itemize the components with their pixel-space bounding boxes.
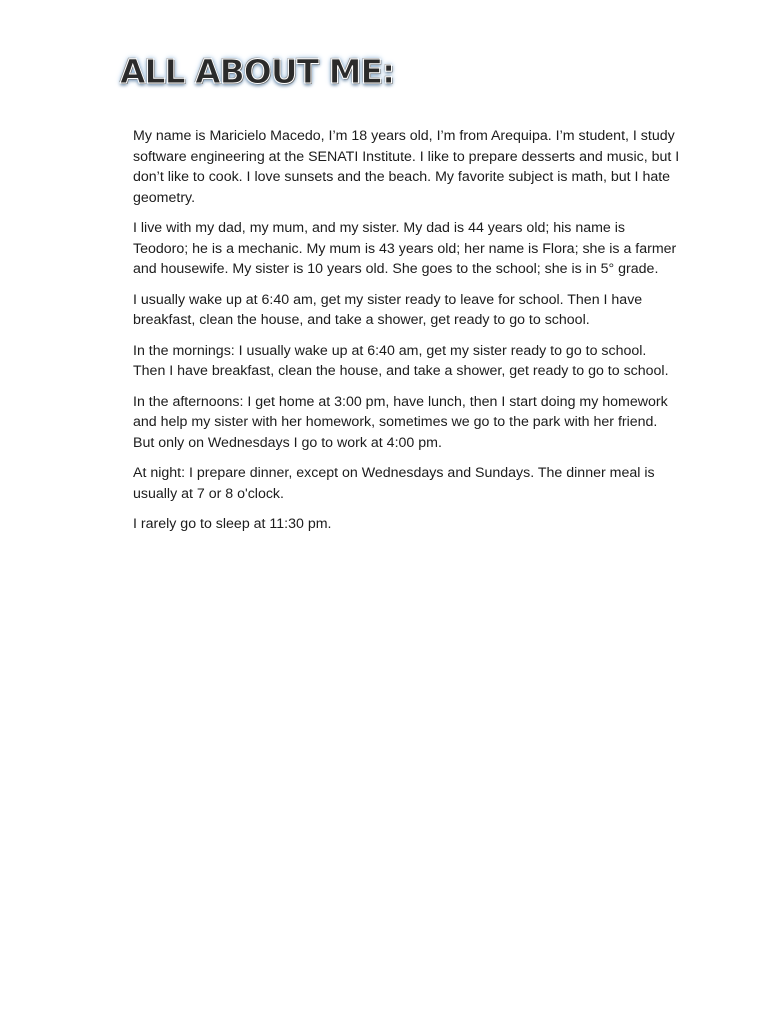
- paragraph-sleep: I rarely go to sleep at 11:30 pm.: [133, 516, 332, 532]
- paragraph-routine: I usually wake up at 6:40 am, get my sister ready to leave for school. Then I have breakfast, clean the house, and take a shower, get ready to go to school.: [133, 291, 643, 328]
- document-body: [133, 126, 681, 545]
- paragraph-night: At night: I prepare dinner, except on Wednesdays and Sundays. The dinner meal is usually at 7 or 8 o'clock.: [133, 465, 655, 502]
- paragraph-mornings: In the mornings: I usually wake up at 6:40 am, get my sister ready to go to school. Then I have breakfast, clean the house, and take a shower, get ready to go to school.: [133, 342, 669, 379]
- paragraph-afternoons: In the afternoons: I get home at 3:00 pm, have lunch, then I start doing my homework and help my sister with her homework, sometimes we go to the park with her friend. But only on Wednesdays I go to work at 4:00 pm.: [133, 393, 668, 451]
- paragraph-family: I live with my dad, my mum, and my sister. My dad is 44 years old; his name is Teodoro; he is a mechanic. My mum is 43 years old; her name is Flora; she is a farmer and housewife. My sister is 10 years old. She goes to the school; she is in 5° grade.: [133, 220, 677, 277]
- page-title: ALL ABOUT ME:: [120, 52, 395, 91]
- paragraph-introduction: My name is Maricielo Macedo, I’m 18 years old, I’m from Arequipa. I’m student, I study software engineering at the SENATI Institute. I like to prepare desserts and music, but I don’t like to cook. I love sunsets and the beach. My favorite subject is math, but I hate geometry.: [133, 128, 680, 206]
